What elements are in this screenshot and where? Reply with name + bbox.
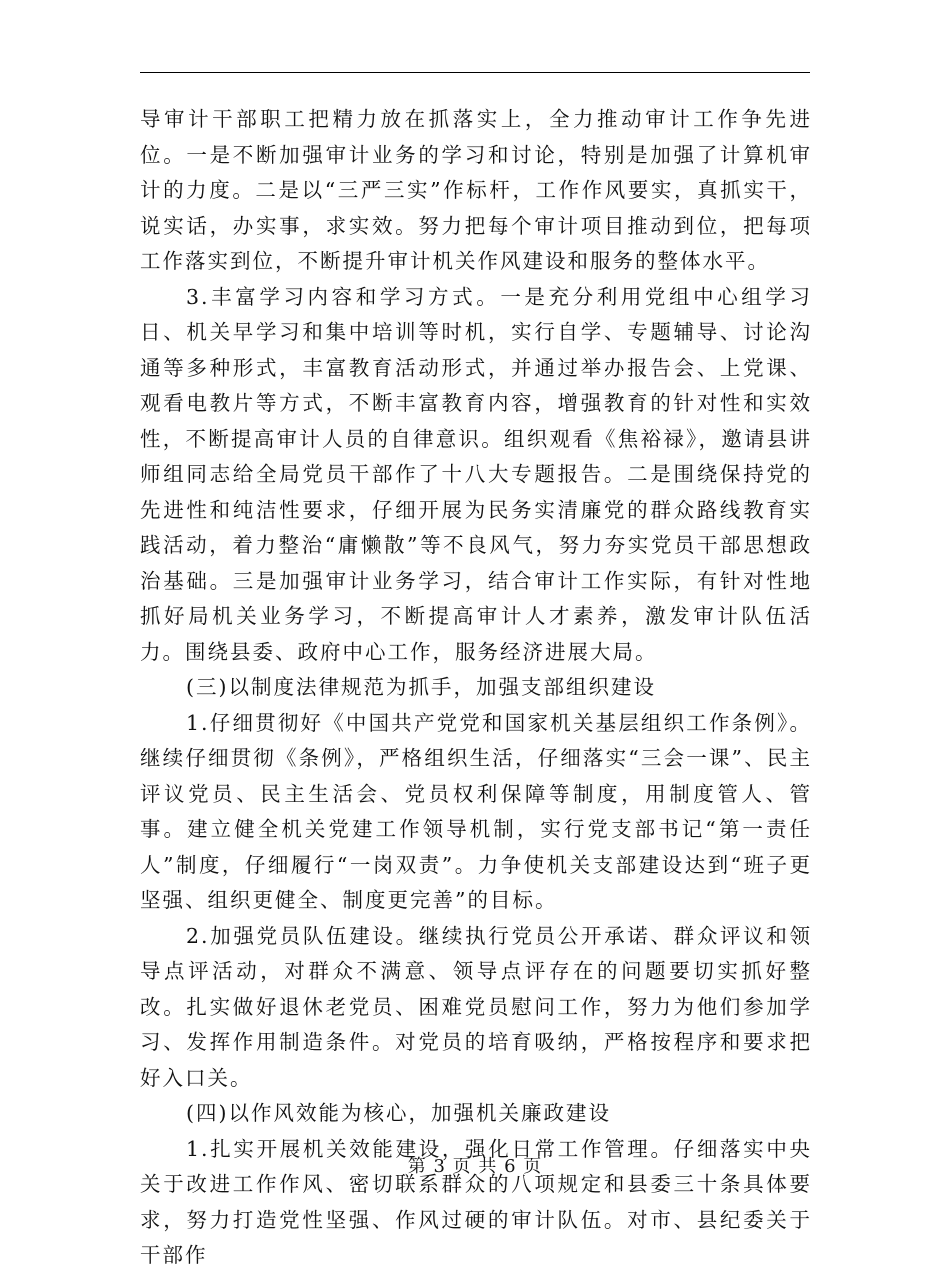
paragraph-4: 1.仔细贯彻好《中国共产党党和国家机关基层组织工作条例》。继续仔细贯彻《条例》，严格组织生活，仔细落实“三会一课”、民主评议党员、民主生活会、党员权利保障等制度，用制度管人、管事。建立健全机关党建工作领导机制，实行党支部书记“第一责任人”制度，仔细履行“一岗双责”。力争使机关支部建设达到“班子更坚强、组织更健全、制度更完善”的目标。 (140, 710, 812, 912)
paragraph-2: 3.丰富学习内容和学习方式。一是充分利用党组中心组学习日、机关早学习和集中培训等时机，实行自学、专题辅导、讨论沟通等多种形式，丰富教育活动形式，并通过举办报告会、上党课、观看电教片等方式，不断丰富教育内容，增强教育的针对性和实效性，不断提高审计人员的自律意识。组织观看《焦裕禄》，邀请县讲师组同志给全局党员干部作了十八大专题报告。二是围绕保持党的先进性和纯洁性要求，仔细开展为民务实清廉党的群众路线教育实践活动，着力整治“庸懒散”等不良风气，努力夯实党员干部思想政治基础。三是加强审计业务学习，结合审计工作实际，有针对性地抓好局机关业务学习，不断提高审计人才素养，激发审计队伍活力。围绕县委、政府中心工作，服务经济进展大局。 (140, 284, 812, 664)
paragraph-5: 2.加强党员队伍建设。继续执行党员公开承诺、群众评议和领导点评活动，对群众不满意、领导点评存在的问题要切实抓好整改。扎实做好退休老党员、困难党员慰问工作，努力为他们参加学习、发挥作用制造条件。对党员的培育吸纳，严格按程序和要求把好入口关。 (140, 923, 812, 1090)
paragraph-1: 导审计干部职工把精力放在抓落实上，全力推动审计工作争先进位。一是不断加强审计业务的学习和讨论，特别是加强了计算机审计的力度。二是以“三严三实”作标杆，工作作风要实，真抓实干，说实话，办实事，求实效。努力把每个审计项目推动到位，把每项工作落实到位，不断提升审计机关作风建设和服务的整体水平。 (140, 107, 812, 273)
section-heading-4: (四)以作风效能为核心，加强机关廉政建设 (186, 1101, 611, 1125)
paragraph-7: 1.扎实开展机关效能建设，强化日常工作管理。仔细落实中央关于改进工作作风、密切联系群众的八项规定和县委三十条具体要求，努力打造党性坚强、作风过硬的审计队伍。对市、县纪委关于干部作 (140, 1136, 812, 1267)
document-body (140, 102, 812, 1274)
section-heading-3: (三)以制度法律规范为抓手，加强支部组织建设 (186, 675, 656, 699)
page-number-footer: 第 3 页 共 6 页 (407, 1156, 543, 1177)
header-rule (140, 72, 810, 73)
